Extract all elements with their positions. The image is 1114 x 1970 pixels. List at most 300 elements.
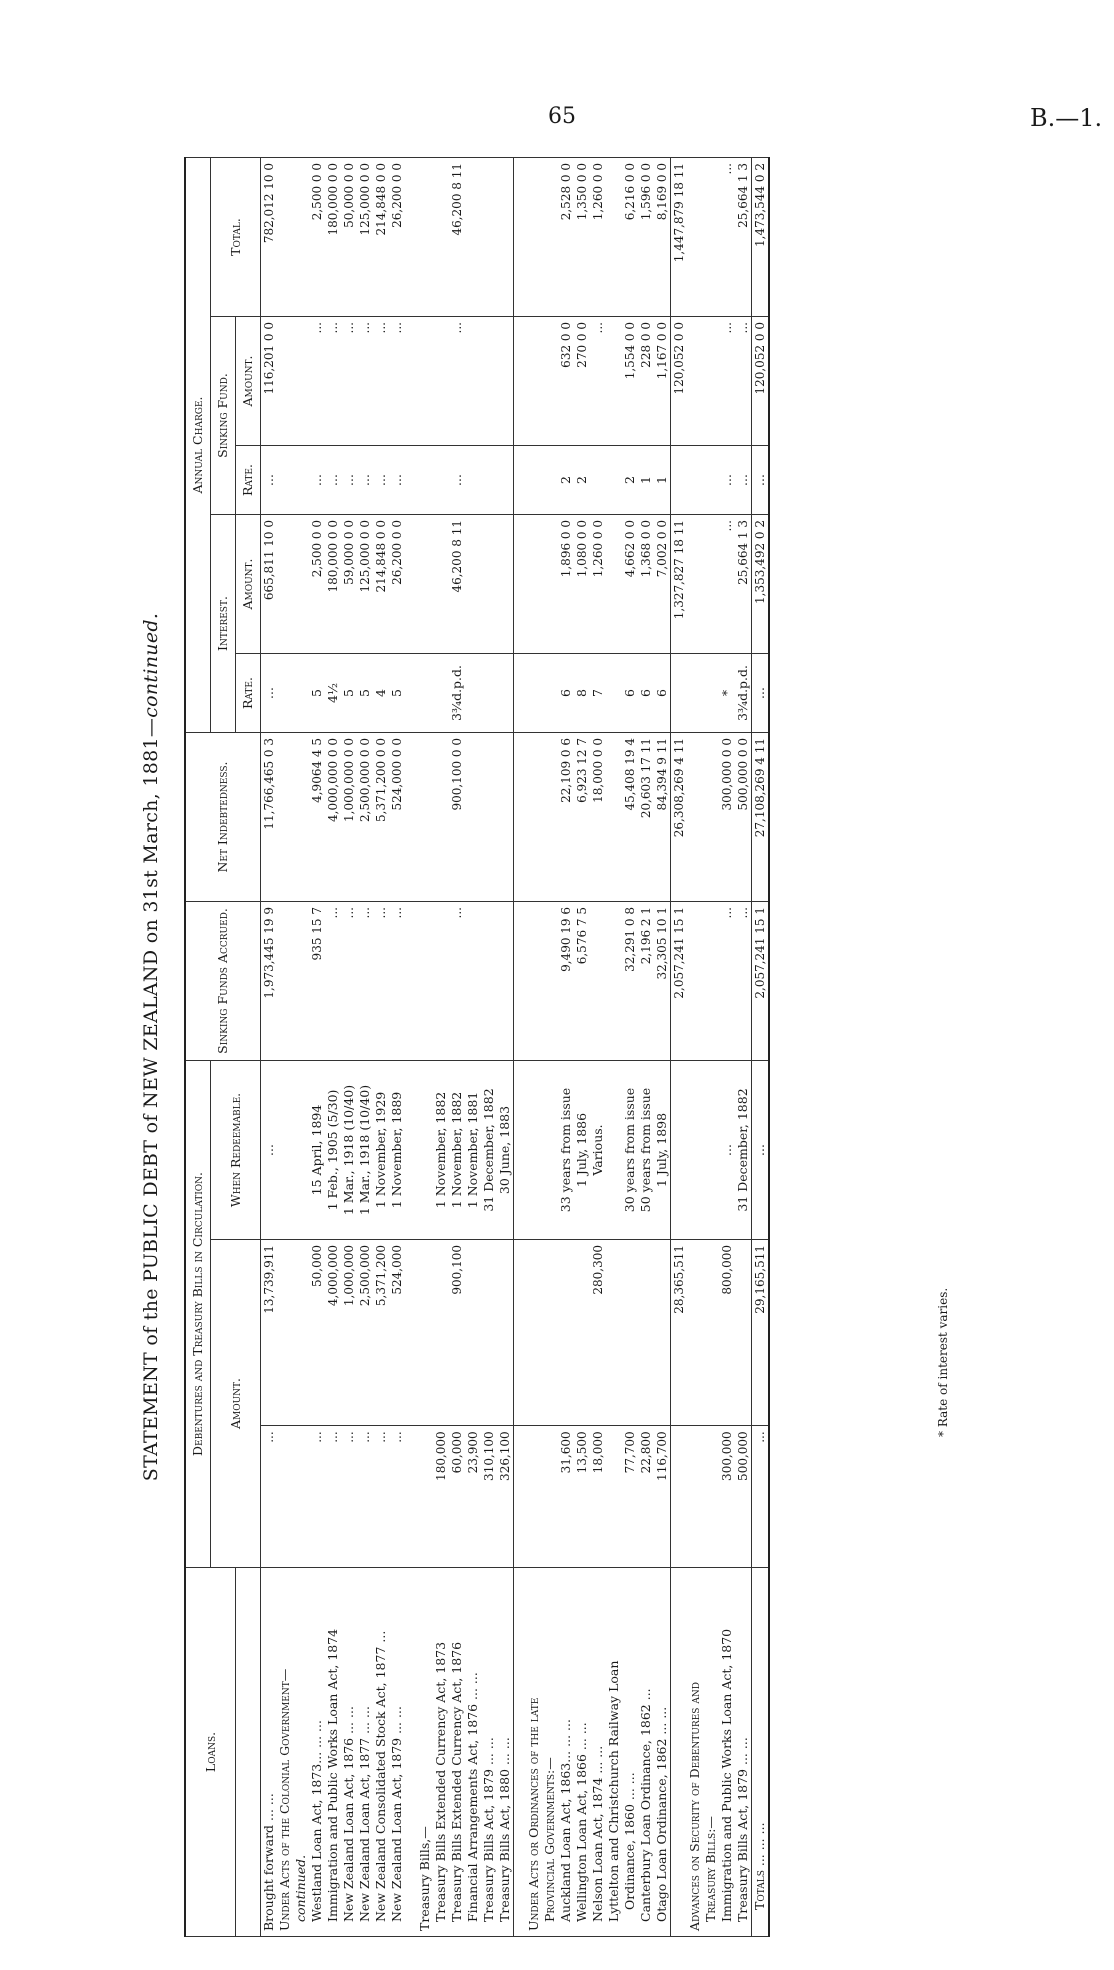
loan-cell: Immigration and Public Works Loan Act, 1870 [719,1568,735,1937]
amount-detail-cell: 77,700 [622,1426,638,1568]
sinking-rate-cell: 2 [558,446,574,515]
when-redeemable-cell: 31 December, 1882 [481,1061,497,1240]
loan-cell: Otago Loan Ordinance, 1862 ... ... [654,1568,671,1937]
total-cell: 8,169 0 0 [654,158,671,317]
sinking-amount-cell: 120,052 0 0 [752,317,770,446]
interest-rate-cell [277,654,293,733]
interest-amount-cell [465,515,481,654]
title-suffix: continued. [140,612,162,718]
sinking-funds-accrued-cell: ... [449,902,465,1061]
amount-detail-cell [405,1426,417,1568]
net-indebtedness-cell: 4,000,000 0 0 [325,733,341,902]
interest-amount-cell: 1,368 0 0 [638,515,654,654]
net-indebtedness-cell: 524,000 0 0 [389,733,405,902]
interest-amount-cell [293,515,309,654]
amount-total-cell: 5,371,200 [373,1240,389,1426]
interest-rate-cell: * [719,654,735,733]
sinking-amount-cell [687,317,703,446]
amount-total-cell [558,1240,574,1426]
total-cell: ... [719,158,735,317]
table-row [309,158,325,1937]
table-row [481,158,497,1937]
interest-amount-cell: 1,896 0 0 [558,515,574,654]
sinking-funds-accrued-cell: ... [325,902,341,1061]
sinking-funds-accrued-cell [590,902,606,1061]
sinking-funds-accrued-cell: 935 15 7 [309,902,325,1061]
interest-rate-cell: 4 [373,654,389,733]
sinking-funds-accrued-cell: ... [373,902,389,1061]
interest-rate-cell [405,654,417,733]
amount-total-cell [481,1240,497,1426]
sinking-amount-cell [417,317,433,446]
sinking-funds-accrued-cell [417,902,433,1061]
interest-rate-cell: 5 [389,654,405,733]
sinking-rate-cell: ... [373,446,389,515]
table-row [449,158,465,1937]
table-row [341,158,357,1937]
amount-total-cell [526,1240,542,1426]
interest-rate-cell: 4½ [325,654,341,733]
total-cell: 50,000 0 0 [341,158,357,317]
loan-cell: Wellington Loan Act, 1866 ... ... [574,1568,590,1937]
interest-rate-cell [703,654,719,733]
loan-cell: Treasury Bills,— [417,1568,433,1937]
loan-cell: Nelson Loan Act, 1874 ... ... [590,1568,606,1937]
interest-rate-cell: ... [261,654,278,733]
sinking-funds-accrued-cell: ... [735,902,752,1061]
net-indebtedness-cell [465,733,481,902]
amount-detail-cell [526,1426,542,1568]
when-redeemable-cell: 1 Feb., 1905 (5/30) [325,1061,341,1240]
when-redeemable-cell: 50 years from issue [638,1061,654,1240]
net-indebtedness-cell: 84,394 9 11 [654,733,671,902]
loan-cell: Treasury Bills Act, 1879 ... ... [481,1568,497,1937]
sinking-amount-cell: 120,052 0 0 [671,317,688,446]
table-row [497,158,514,1937]
sinking-funds-accrued-cell: ... [357,902,373,1061]
sinking-amount-cell [465,317,481,446]
interest-rate-cell: 6 [638,654,654,733]
sinking-rate-cell [671,446,688,515]
table-row [433,158,449,1937]
sinking-funds-accrued-cell: 2,057,241 15 1 [752,902,770,1061]
interest-amount-cell: 214,848 0 0 [373,515,389,654]
sinking-funds-accrued-cell [687,902,703,1061]
sinking-amount-cell: ... [590,317,606,446]
total-cell [433,158,449,317]
sinking-rate-cell [542,446,558,515]
amount-total-cell: 800,000 [719,1240,735,1426]
amount-total-cell [433,1240,449,1426]
sinking-amount-cell [526,317,542,446]
amount-detail-cell [542,1426,558,1568]
sinking-amount-cell [433,317,449,446]
interest-amount-cell: 4,662 0 0 [622,515,638,654]
when-redeemable-cell: 1 November, 1929 [373,1061,389,1240]
interest-rate-cell: 6 [622,654,638,733]
table-row [735,158,752,1937]
when-redeemable-cell: 30 June, 1883 [497,1061,514,1240]
table-row [638,158,654,1937]
sinking-amount-cell: 228 0 0 [638,317,654,446]
interest-rate-cell [481,654,497,733]
interest-amount-cell: 1,260 0 0 [590,515,606,654]
interest-rate-cell [465,654,481,733]
sinking-amount-cell [514,317,527,446]
sinking-amount-cell: 632 0 0 [558,317,574,446]
when-redeemable-cell: 33 years from issue [558,1061,574,1240]
total-cell [542,158,558,317]
total-cell: 1,596 0 0 [638,158,654,317]
sinking-rate-cell: 1 [654,446,671,515]
amount-total-cell: 2,500,000 [357,1240,373,1426]
net-indebtedness-cell: 11,766,465 0 3 [261,733,278,902]
total-cell [606,158,622,317]
amount-detail-cell: 310,100 [481,1426,497,1568]
sinking-amount-cell [481,317,497,446]
amount-total-cell [703,1240,719,1426]
loan-cell: Brought forward ... ... [261,1568,278,1937]
interest-amount-cell: 665,811 10 0 [261,515,278,654]
amount-total-cell [735,1240,752,1426]
amount-detail-cell: ... [752,1426,770,1568]
sinking-amount-cell: 1,167 0 0 [654,317,671,446]
sinking-rate-cell: ... [735,446,752,515]
header-sinking-amount: Amount. [236,317,261,446]
net-indebtedness-cell [526,733,542,902]
interest-amount-cell: 125,000 0 0 [357,515,373,654]
sinking-rate-cell: 2 [622,446,638,515]
sinking-funds-accrued-cell [293,902,309,1061]
interest-rate-cell: 5 [341,654,357,733]
amount-total-cell [417,1240,433,1426]
amount-detail-cell [687,1426,703,1568]
sinking-rate-cell: ... [752,446,770,515]
total-cell [497,158,514,317]
sinking-funds-accrued-cell [514,902,527,1061]
when-redeemable-cell: 15 April, 1894 [309,1061,325,1240]
sinking-funds-accrued-cell [497,902,514,1061]
net-indebtedness-cell [542,733,558,902]
sinking-amount-cell: 1,554 0 0 [622,317,638,446]
sinking-funds-accrued-cell [542,902,558,1061]
title-main: STATEMENT of the PUBLIC DEBT of NEW ZEALAND on 31st March, 1881— [140,717,162,1482]
sinking-amount-cell [606,317,622,446]
total-cell: 125,000 0 0 [357,158,373,317]
sinking-funds-accrued-cell: 6,576 7 5 [574,902,590,1061]
sinking-rate-cell [417,446,433,515]
amount-detail-cell: ... [325,1426,341,1568]
amount-detail-cell: 22,800 [638,1426,654,1568]
amount-detail-cell: ... [357,1426,373,1568]
table-row [752,158,770,1937]
table-row [687,158,703,1937]
footnote: * Rate of interest varies. [936,1287,950,1437]
amount-detail-cell: 13,500 [574,1426,590,1568]
total-cell [293,158,309,317]
amount-detail-cell: ... [341,1426,357,1568]
loan-cell: Ordinance, 1860 ... ... [622,1568,638,1937]
interest-amount-cell: 1,353,492 0 2 [752,515,770,654]
when-redeemable-cell [277,1061,293,1240]
sinking-amount-cell: ... [357,317,373,446]
interest-amount-cell [542,515,558,654]
sinking-amount-cell [497,317,514,446]
interest-amount-cell [703,515,719,654]
interest-amount-cell: 46,200 8 11 [449,515,465,654]
sinking-rate-cell [606,446,622,515]
table-row [671,158,688,1937]
public-debt-table [184,157,770,1937]
sinking-rate-cell [497,446,514,515]
interest-amount-cell [405,515,417,654]
net-indebtedness-cell [514,733,527,902]
amount-total-cell [277,1240,293,1426]
interest-rate-cell [671,654,688,733]
amount-total-cell [687,1240,703,1426]
when-redeemable-cell [671,1061,688,1240]
table-row [703,158,719,1937]
loan-cell: Lyttelton and Christchurch Railway Loan [606,1568,622,1937]
table-row [622,158,638,1937]
sinking-rate-cell [590,446,606,515]
table-row [574,158,590,1937]
header-sinking-fund: Sinking Fund. [211,317,236,515]
table-row [465,158,481,1937]
interest-amount-cell: 25,664 1 3 [735,515,752,654]
when-redeemable-cell [606,1061,622,1240]
interest-rate-cell [542,654,558,733]
loan-cell: continued. [293,1568,309,1937]
sinking-funds-accrued-cell [526,902,542,1061]
interest-amount-cell: 7,002 0 0 [654,515,671,654]
interest-amount-cell: 1,080 0 0 [574,515,590,654]
sinking-funds-accrued-cell: ... [389,902,405,1061]
amount-total-cell: 1,000,000 [341,1240,357,1426]
amount-total-cell: 50,000 [309,1240,325,1426]
table-row [514,158,527,1937]
sinking-rate-cell [293,446,309,515]
sinking-amount-cell: ... [449,317,465,446]
total-cell: 26,200 0 0 [389,158,405,317]
table-row [719,158,735,1937]
when-redeemable-cell: 31 December, 1882 [735,1061,752,1240]
amount-detail-cell: 18,000 [590,1426,606,1568]
table-row [389,158,405,1937]
interest-amount-cell [277,515,293,654]
sinking-amount-cell: ... [735,317,752,446]
when-redeemable-cell [514,1061,527,1240]
amount-detail-cell: 326,100 [497,1426,514,1568]
header-debentures: Debentures and Treasury Bills in Circulation. [185,1061,211,1568]
total-cell [417,158,433,317]
total-cell: 6,216 0 0 [622,158,638,317]
header-when-redeemable: When Redeemable. [211,1061,261,1240]
loan-cell: Westland Loan Act, 1873... ... ... [309,1568,325,1937]
interest-rate-cell: 3¾d.p.d. [449,654,465,733]
sinking-funds-accrued-cell: 32,305 10 1 [654,902,671,1061]
loan-cell: Treasury Bills Act, 1880 ... ... [497,1568,514,1937]
total-cell [465,158,481,317]
net-indebtedness-cell: 2,500,000 0 0 [357,733,373,902]
loan-cell: Canterbury Loan Ordinance, 1862 ... [638,1568,654,1937]
net-indebtedness-cell: 900,100 0 0 [449,733,465,902]
header-interest-amount: Amount. [236,515,261,654]
amount-total-cell [574,1240,590,1426]
interest-rate-cell: ... [752,654,770,733]
sinking-amount-cell: ... [341,317,357,446]
net-indebtedness-cell: 20,603 17 11 [638,733,654,902]
when-redeemable-cell [542,1061,558,1240]
amount-detail-cell [277,1426,293,1568]
net-indebtedness-cell: 27,108,269 4 11 [752,733,770,902]
amount-detail-cell: 180,000 [433,1426,449,1568]
loan-cell: Treasury Bills Extended Currency Act, 1873 [433,1568,449,1937]
total-cell: 214,848 0 0 [373,158,389,317]
sinking-rate-cell: ... [309,446,325,515]
sinking-rate-cell: ... [389,446,405,515]
interest-rate-cell [687,654,703,733]
sinking-rate-cell: ... [341,446,357,515]
sinking-rate-cell [433,446,449,515]
net-indebtedness-cell [703,733,719,902]
interest-amount-cell [526,515,542,654]
loan-cell: Immigration and Public Works Loan Act, 1874 [325,1568,341,1937]
table-row [606,158,622,1937]
sinking-funds-accrued-cell: 1,973,445 19 9 [261,902,278,1061]
net-indebtedness-cell: 45,408 19 4 [622,733,638,902]
header-net-indebtedness: Net Indebtedness. [185,733,261,902]
interest-amount-cell [433,515,449,654]
sinking-amount-cell: ... [309,317,325,446]
interest-amount-cell: ... [719,515,735,654]
total-cell [703,158,719,317]
sinking-amount-cell [277,317,293,446]
net-indebtedness-cell [417,733,433,902]
loan-cell [514,1568,527,1937]
interest-amount-cell: 180,000 0 0 [325,515,341,654]
net-indebtedness-cell [293,733,309,902]
amount-detail-cell: 60,000 [449,1426,465,1568]
sinking-rate-cell: ... [357,446,373,515]
when-redeemable-cell: 1 November, 1881 [465,1061,481,1240]
table-row [325,158,341,1937]
interest-amount-cell [514,515,527,654]
interest-amount-cell: 59,000 0 0 [341,515,357,654]
sinking-amount-cell [542,317,558,446]
table-row [357,158,373,1937]
amount-detail-cell: 31,600 [558,1426,574,1568]
total-cell [277,158,293,317]
loan-cell: New Zealand Loan Act, 1879 ... ... [389,1568,405,1937]
when-redeemable-cell: 1 July, 1886 [574,1061,590,1240]
when-redeemable-cell: Various. [590,1061,606,1240]
total-cell: 2,528 0 0 [558,158,574,317]
header-loans: Loans. [185,1568,236,1937]
table-body [261,158,770,1937]
amount-detail-cell: ... [309,1426,325,1568]
sinking-amount-cell: ... [325,317,341,446]
interest-rate-cell: 5 [357,654,373,733]
when-redeemable-cell [526,1061,542,1240]
when-redeemable-cell [417,1061,433,1240]
amount-total-cell [638,1240,654,1426]
sinking-rate-cell: ... [325,446,341,515]
sinking-rate-cell: ... [261,446,278,515]
net-indebtedness-cell [277,733,293,902]
amount-total-cell: 280,300 [590,1240,606,1426]
interest-rate-cell: 6 [558,654,574,733]
amount-total-cell: 29,165,511 [752,1240,770,1426]
loan-cell: Financial Arrangements Act, 1876 ... ... [465,1568,481,1937]
interest-rate-cell: 6 [654,654,671,733]
table-row [654,158,671,1937]
when-redeemable-cell: 1 Mar., 1918 (10/40) [357,1061,373,1240]
when-redeemable-cell: ... [752,1061,770,1240]
net-indebtedness-cell [497,733,514,902]
interest-amount-cell [497,515,514,654]
interest-amount-cell: 2,500 0 0 [309,515,325,654]
interest-rate-cell [606,654,622,733]
amount-total-cell [293,1240,309,1426]
sinking-amount-cell: ... [389,317,405,446]
loan-cell: Provincial Governments:— [542,1568,558,1937]
interest-rate-cell [514,654,527,733]
sinking-amount-cell: 270 0 0 [574,317,590,446]
sinking-rate-cell: ... [719,446,735,515]
header-amount: Amount. [211,1240,261,1568]
amount-total-cell: 524,000 [389,1240,405,1426]
header-sinking-rate: Rate. [236,446,261,515]
total-cell [687,158,703,317]
sinking-funds-accrued-cell [606,902,622,1061]
when-redeemable-cell [405,1061,417,1240]
amount-total-cell [514,1240,527,1426]
amount-total-cell [606,1240,622,1426]
loan-cell: Totals ... ... ... [752,1568,770,1937]
net-indebtedness-cell: 22,109 0 6 [558,733,574,902]
amount-detail-cell: 23,900 [465,1426,481,1568]
sinking-funds-accrued-cell [277,902,293,1061]
amount-total-cell [405,1240,417,1426]
interest-rate-cell [433,654,449,733]
net-indebtedness-cell [433,733,449,902]
total-cell: 1,447,879 18 11 [671,158,688,317]
amount-detail-cell [671,1426,688,1568]
sinking-rate-cell [277,446,293,515]
sinking-funds-accrued-cell: ... [341,902,357,1061]
statement-title [140,157,162,1937]
total-cell: 2,500 0 0 [309,158,325,317]
header-interest-rate: Rate. [236,654,261,733]
sinking-rate-cell [526,446,542,515]
loan-cell: Treasury Bills Extended Currency Act, 1876 [449,1568,465,1937]
loan-cell: Auckland Loan Act, 1863... ... ... [558,1568,574,1937]
interest-amount-cell [687,515,703,654]
net-indebtedness-cell [687,733,703,902]
amount-total-cell [497,1240,514,1426]
loan-cell: New Zealand Loan Act, 1876 ... ... [341,1568,357,1937]
sinking-rate-cell [514,446,527,515]
sinking-rate-cell [481,446,497,515]
sinking-funds-accrued-cell: ... [719,902,735,1061]
interest-amount-cell [606,515,622,654]
sinking-funds-accrued-cell: 32,291 0 8 [622,902,638,1061]
sinking-funds-accrued-cell: 2,196 2 1 [638,902,654,1061]
amount-detail-cell: 300,000 [719,1426,735,1568]
loan-cell: Treasury Bills Act, 1879 ... ... [735,1568,752,1937]
interest-rate-cell: 5 [309,654,325,733]
